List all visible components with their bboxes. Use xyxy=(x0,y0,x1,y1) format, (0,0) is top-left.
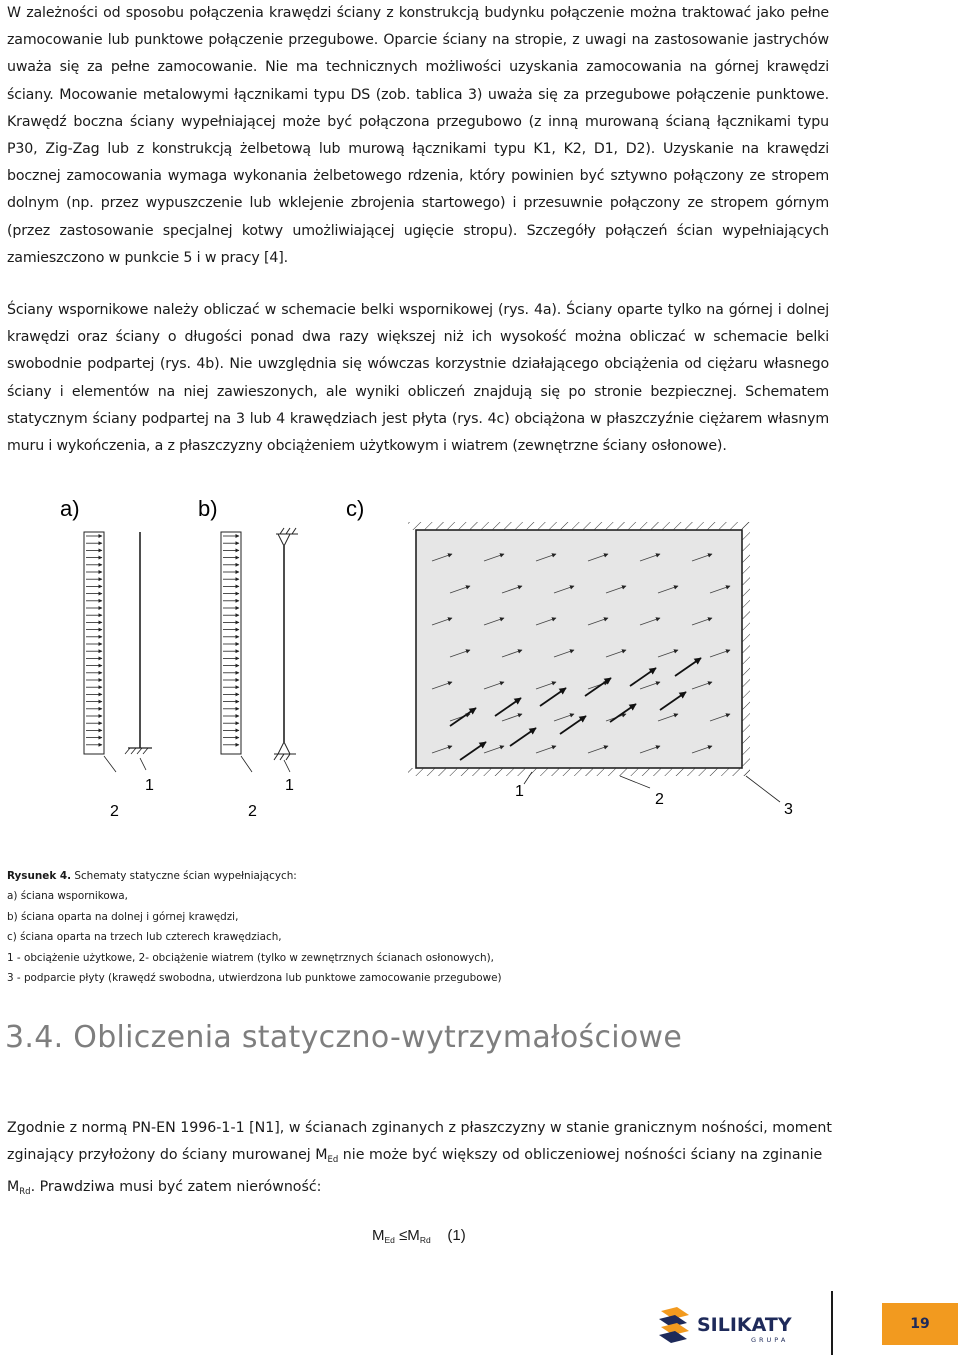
label-b: b) xyxy=(198,496,218,521)
num-a-2: 2 xyxy=(110,803,119,820)
num-b-1: 1 xyxy=(285,777,294,794)
formula-number: (1) xyxy=(430,1227,466,1244)
formula-m: M xyxy=(372,1227,385,1244)
silikaty-logo xyxy=(655,1305,820,1345)
formula-sub-ed: Ed xyxy=(384,1235,395,1245)
scheme-c-plate xyxy=(408,522,793,818)
section-heading: 3.4. Obliczenia statyczno-wytrzymałościowe xyxy=(5,1020,683,1055)
num-c-3: 3 xyxy=(784,801,793,818)
p3-sub-ed: Ed xyxy=(327,1155,339,1166)
caption-title-text: Schematy statyczne ścian wypełniających: xyxy=(71,870,297,882)
edge-bottom-c xyxy=(408,768,750,776)
footer-divider xyxy=(831,1291,833,1355)
p3-sub-rd: Rd xyxy=(19,1187,31,1198)
scheme-a-cantilever xyxy=(84,532,154,820)
caption-lead: Rysunek 4. xyxy=(7,870,72,882)
paragraph-wall-schemes: Ściany wspornikowe należy obliczać w schemacie belki wspornikowej (rys. 4a). Ściany oparte tylko na górnej i dolnej krawędzi oraz ściany o długości ponad dwa razy większej niż ich wysokość można obliczać w schemacie belki swobodnie podpartej (rys. 4b). Nie uwzględnia się wówczas korzystnie działającego obciążenia od ciężaru własnego ściany i elementów na niej zawieszonych, ale wyniki obliczeń znajdują się po stronie bezpiecznej. Schematem statycznym ściany podpartej na 3 lub 4 krawędziach jest płyta (rys. 4c) obciążona w płaszczyźnie ciężarem własnym muru i wykończenia, a z płaszczyzny obciążeniem użytkowym i wiatrem (zewnętrzne ściany osłonowe). xyxy=(7,302,829,455)
figure-caption xyxy=(7,866,707,988)
plate-c xyxy=(416,530,742,768)
logo-mark-icon xyxy=(659,1307,689,1343)
edge-top-c xyxy=(408,522,750,530)
support-b-bottom xyxy=(274,742,296,760)
page-number: 19 xyxy=(882,1303,958,1345)
formula-op: ≤M xyxy=(394,1227,420,1244)
p3-text-2: nie może być większy od obliczeniowej nośności ściany na zginanie M xyxy=(7,1147,823,1196)
support-b-top xyxy=(276,528,298,546)
caption-line: 1 - obciążenie użytkowe, 2- obciążenie wiatrem (tylko w zewnętrznych ścianach osłonowych), xyxy=(7,951,494,964)
num-b-2: 2 xyxy=(248,803,257,820)
formula-1 xyxy=(372,1227,466,1245)
caption-title xyxy=(7,866,707,886)
p3-text-3: . Prawdziwa musi być zatem nierówność: xyxy=(30,1179,322,1196)
scheme-b-simple xyxy=(221,528,298,820)
caption-line: c) ściana oparta na trzech lub czterech krawędziach, xyxy=(7,931,282,944)
p3-text-1: Zgodnie z normą PN-EN 1996-1-1 [N1], w ścianach zginanych z płaszczyzny w stanie granicznym nośności, moment zginający przyłożony do ściany murowanej M xyxy=(7,1120,832,1164)
load-block-a xyxy=(84,532,104,754)
paragraph-connection-types: W zależności od sposobu połączenia krawędzi ściany z konstrukcją budynku połączenie można traktować jako pełne zamocowanie lub punktowe połączenie przegubowe. Oparcie ściany na stropie, z uwagi na zastosowanie jastrychów uważa się za pełne zamocowanie. Nie ma technicznych możliwości uzyskania zamocowania na górnej krawędzi ściany. Mocowanie metalowymi łącznikami typu DS (zob. tablica 3) uważa się za przegubowe połączenie punktowe. Krawędź boczna ściany wypełniającej może być połączona przegubowo (z inną murowaną ścianą łącznikami typu P30, Zig-Zag lub z konstrukcją żelbetową lub murową łącznikami typu K1, K2, D1, D2). Uzyskanie na krawędzi bocznej zamocowania wymaga wykonania żelbetowego rdzenia, który powinien być sztywno połączony ze stropem dolnym (np. przez wypuszczenie lub wklejenie zbrojenia startowego) i przesuwnie połączony ze stropem górnym (przez zastosowanie specjalnej kotwy umożliwiającej ugięcie stropu). Szczegóły połączeń ścian wypełniających zamieszczono w punkcie 5 i w pracy [4]. xyxy=(7,5,829,266)
edge-right-c xyxy=(742,522,750,776)
caption-line: a) ściana wspornikowa, xyxy=(7,890,128,903)
load-block-b xyxy=(221,532,241,754)
label-a: a) xyxy=(60,496,80,521)
paragraph-bending-check xyxy=(7,1115,833,1207)
num-c-1: 1 xyxy=(515,783,524,800)
num-c-2: 2 xyxy=(655,791,664,808)
label-c: c) xyxy=(346,496,365,521)
logo-brand: SILIKATY xyxy=(697,1314,792,1336)
figure-static-schemes xyxy=(0,490,960,830)
formula-sub-rd: Rd xyxy=(419,1235,431,1245)
logo-brand-sub: GRUPA xyxy=(751,1336,789,1344)
num-a-1: 1 xyxy=(145,777,154,794)
caption-line: b) ściana oparta na dolnej i górnej krawędzi, xyxy=(7,910,239,923)
caption-line: 3 - podparcie płyty (krawędź swobodna, utwierdzona lub punktowe zamocowanie przegubowe) xyxy=(7,972,502,985)
